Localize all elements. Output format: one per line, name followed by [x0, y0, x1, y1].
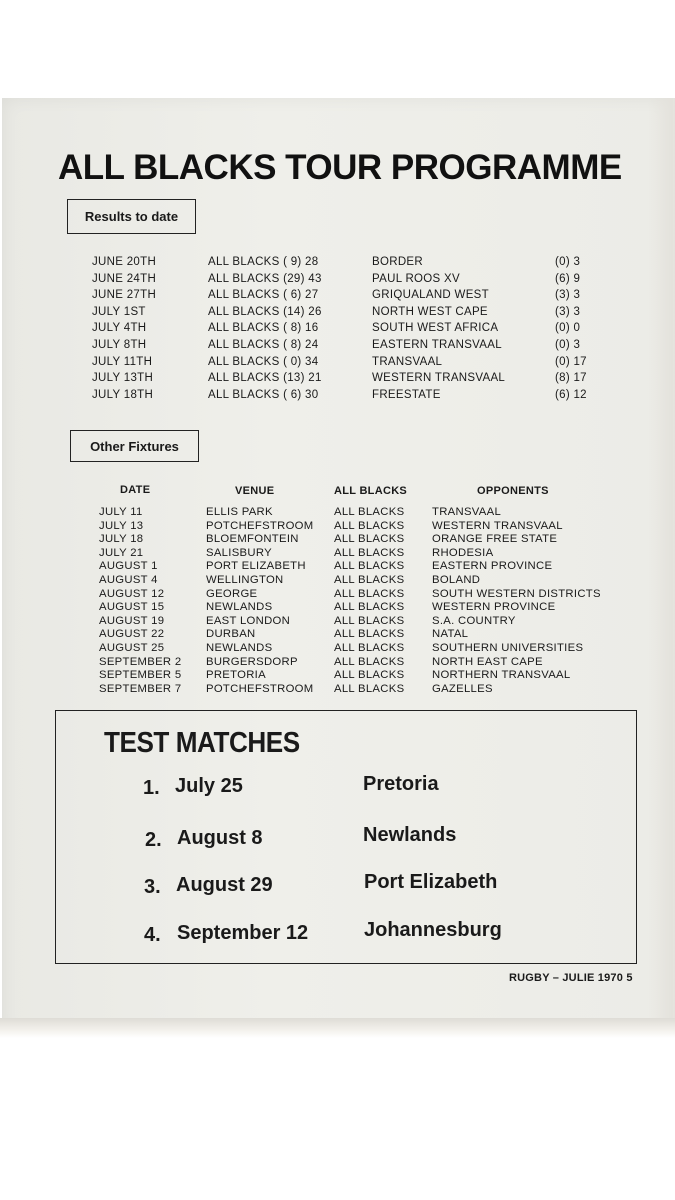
result-date: JULY 11TH [92, 356, 153, 368]
fixture-opponent: WESTERN PROVINCE [432, 601, 556, 614]
fixture-venue: POTCHEFSTROOM [206, 682, 314, 695]
result-opponent: BORDER [372, 256, 424, 268]
result-opponent: PAUL ROOS XV [372, 273, 460, 285]
test-match-venue: Pretoria [363, 773, 439, 795]
fixture-team: ALL BLACKS [334, 506, 405, 518]
fixture-team: ALL BLACKS [334, 519, 405, 532]
result-score: (8) 17 [555, 372, 587, 384]
fixture-opponent: NORTH EAST CAPE [432, 655, 543, 668]
fixture-date: SEPTEMBER 7 [99, 682, 182, 695]
result-score: (3) 3 [555, 289, 581, 301]
result-score: (0) 3 [555, 339, 581, 351]
result-date: JUNE 20TH [92, 256, 157, 268]
fixture-date: AUGUST 15 [99, 601, 165, 614]
result-date: JULY 18TH [92, 389, 154, 401]
fixture-team: ALL BLACKS [334, 628, 405, 641]
header-date: DATE [120, 484, 151, 496]
fixture-venue: BLOEMFONTEIN [206, 533, 299, 546]
test-match-date: August 8 [177, 827, 263, 849]
test-match-number: 1. [143, 777, 160, 799]
test-match-number: 4. [144, 924, 161, 946]
fixture-venue: POTCHEFSTROOM [206, 519, 314, 532]
fixture-venue: NEWLANDS [206, 601, 273, 614]
fixture-team: ALL BLACKS [334, 560, 405, 573]
fixture-venue: DURBAN [206, 628, 256, 641]
results-label-box [67, 199, 196, 234]
fixture-opponent: S.A. COUNTRY [432, 614, 516, 627]
fixture-team: ALL BLACKS [334, 655, 405, 668]
fixture-date: JULY 11 [99, 506, 143, 518]
header-venue: VENUE [235, 485, 275, 497]
header-team: ALL BLACKS [334, 485, 408, 497]
fixture-opponent: EASTERN PROVINCE [432, 560, 553, 573]
fixture-date: AUGUST 1 [99, 560, 158, 573]
test-match-venue: Newlands [363, 824, 457, 846]
fixture-opponent: WESTERN TRANSVAAL [432, 519, 563, 532]
fixture-date: JULY 21 [99, 546, 144, 559]
fixture-team: ALL BLACKS [334, 642, 405, 654]
fixture-team: ALL BLACKS [334, 614, 405, 627]
page-shadow [647, 98, 675, 1028]
result-team: ALL BLACKS ( 0) 34 [208, 356, 319, 368]
fixtures-label-box [70, 430, 199, 462]
result-team: ALL BLACKS (29) 43 [208, 273, 322, 285]
fixture-team: ALL BLACKS [334, 546, 405, 559]
result-score: (0) 0 [555, 322, 581, 334]
fixture-date: AUGUST 19 [99, 614, 165, 627]
page-bottom-edge [0, 1018, 675, 1038]
fixture-team: ALL BLACKS [334, 533, 405, 546]
fixture-date: JULY 18 [99, 533, 144, 546]
result-score: (6) 12 [555, 389, 587, 401]
fixture-opponent: NORTHERN TRANSVAAL [432, 669, 571, 682]
fixture-venue: NEWLANDS [206, 642, 273, 654]
result-team: ALL BLACKS (13) 21 [208, 372, 322, 384]
result-date: JULY 4TH [92, 322, 147, 334]
result-date: JUNE 27TH [92, 289, 157, 301]
result-opponent: NORTH WEST CAPE [372, 306, 488, 318]
fixture-team: ALL BLACKS [334, 574, 405, 586]
fixture-date: SEPTEMBER 2 [99, 655, 182, 668]
fixtures-label: Other Fixtures [90, 438, 179, 454]
test-matches-title: TEST MATCHES [104, 727, 300, 759]
test-match-venue: Johannesburg [364, 919, 502, 941]
fixture-venue: SALISBURY [206, 546, 272, 559]
fixture-team: ALL BLACKS [334, 601, 405, 614]
result-score: (0) 17 [555, 356, 587, 368]
fixture-opponent: SOUTHERN UNIVERSITIES [432, 642, 584, 654]
fixture-opponent: NATAL [432, 628, 469, 641]
result-score: (0) 3 [555, 256, 581, 268]
result-score: (3) 3 [555, 306, 581, 318]
fixture-opponent: SOUTH WESTERN DISTRICTS [432, 587, 601, 600]
result-team: ALL BLACKS ( 8) 16 [208, 322, 319, 334]
fixture-team: ALL BLACKS [334, 682, 405, 695]
result-score: (6) 9 [555, 273, 581, 285]
fixture-date: AUGUST 4 [99, 574, 158, 586]
fixture-date: AUGUST 22 [99, 628, 165, 641]
fixture-venue: GEORGE [206, 587, 258, 600]
result-date: JULY 8TH [92, 339, 147, 351]
test-match-date: September 12 [177, 922, 309, 944]
result-date: JULY 1ST [92, 306, 146, 318]
result-date: JUNE 24TH [92, 273, 157, 285]
fixture-team: ALL BLACKS [334, 587, 405, 600]
test-matches-box [55, 710, 637, 964]
fixture-opponent: GAZELLES [432, 682, 493, 695]
result-opponent: SOUTH WEST AFRICA [372, 322, 499, 334]
result-team: ALL BLACKS ( 6) 27 [208, 289, 319, 301]
test-match-number: 3. [144, 876, 161, 898]
fixture-venue: PORT ELIZABETH [206, 560, 306, 573]
fixture-date: AUGUST 12 [99, 587, 165, 600]
test-match-date: July 25 [175, 775, 243, 797]
test-match-number: 2. [145, 829, 162, 851]
page-title: ALL BLACKS TOUR PROGRAMME [58, 148, 622, 187]
fixture-opponent: RHODESIA [432, 546, 494, 559]
result-opponent: EASTERN TRANSVAAL [372, 339, 502, 351]
fixture-opponent: TRANSVAAL [432, 506, 502, 518]
fixture-venue: WELLINGTON [206, 574, 284, 586]
result-team: ALL BLACKS ( 6) 30 [208, 389, 319, 401]
page-footer: RUGBY – JULIE 1970 5 [509, 972, 633, 984]
fixture-date: JULY 13 [99, 519, 144, 532]
fixture-opponent: BOLAND [432, 574, 481, 586]
fixture-team: ALL BLACKS [334, 669, 405, 682]
fixture-opponent: ORANGE FREE STATE [432, 533, 558, 546]
result-date: JULY 13TH [92, 372, 154, 384]
fixture-date: AUGUST 25 [99, 642, 165, 654]
results-label: Results to date [84, 209, 179, 224]
header-opponents: OPPONENTS [477, 485, 549, 497]
result-team: ALL BLACKS (14) 26 [208, 306, 322, 318]
test-match-date: August 29 [176, 874, 273, 896]
fixture-venue: BURGERSDORP [206, 655, 298, 668]
fixture-venue: PRETORIA [206, 669, 266, 682]
result-team: ALL BLACKS ( 9) 28 [208, 256, 319, 268]
result-opponent: TRANSVAAL [372, 356, 443, 368]
result-team: ALL BLACKS ( 8) 24 [208, 339, 319, 351]
result-opponent: WESTERN TRANSVAAL [372, 372, 506, 384]
test-match-venue: Port Elizabeth [364, 871, 498, 893]
result-opponent: GRIQUALAND WEST [372, 289, 489, 301]
fixture-venue: EAST LONDON [206, 614, 291, 627]
fixture-date: SEPTEMBER 5 [99, 669, 182, 682]
fixture-venue: ELLIS PARK [206, 506, 273, 518]
result-opponent: FREESTATE [372, 389, 441, 401]
